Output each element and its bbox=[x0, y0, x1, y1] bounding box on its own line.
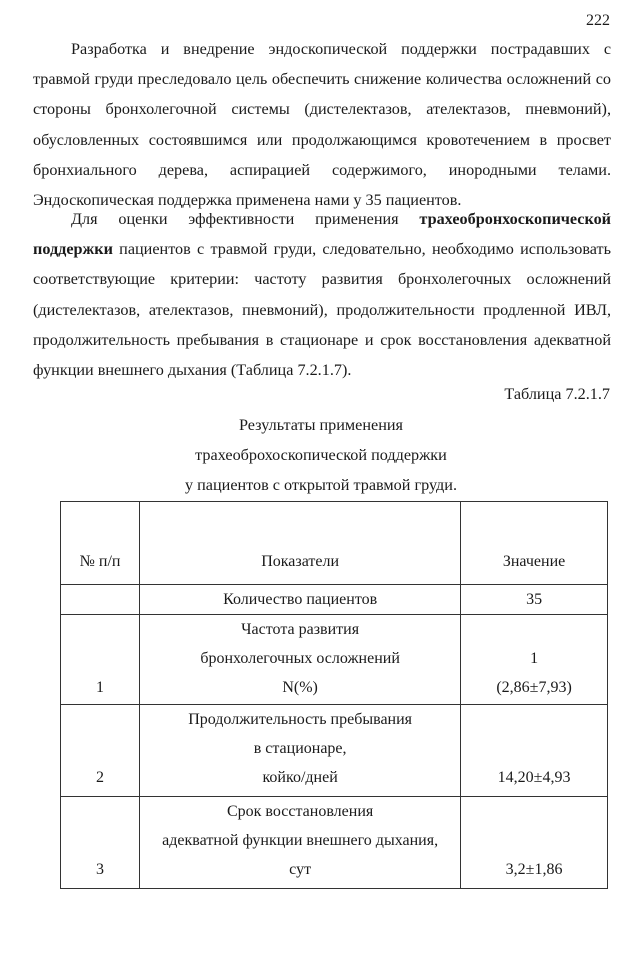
row-indicator-line: Срок восстановления bbox=[226, 803, 374, 820]
table-caption-line-3: у пациентов с открытой травмой груди. bbox=[185, 476, 457, 494]
row-indicator-line: адекватной функции внешнего дыхания, bbox=[162, 832, 439, 849]
table-row bbox=[61, 705, 608, 797]
row-indicator-line: бронхолегочных осложнений bbox=[200, 650, 400, 667]
count-num-cell bbox=[61, 585, 140, 615]
paragraph-criteria bbox=[33, 204, 611, 385]
row-value bbox=[461, 615, 608, 705]
row-indicator-line: сут bbox=[289, 861, 312, 878]
header-value: Значение bbox=[461, 502, 608, 585]
row-indicator-line: N(%) bbox=[282, 679, 318, 696]
count-indicator: Количество пациентов bbox=[140, 585, 461, 615]
row-indicator bbox=[140, 797, 461, 889]
row-value-line: 1 bbox=[530, 650, 539, 667]
table-caption-line-1: Результаты применения bbox=[239, 416, 403, 434]
paragraph-criteria-bold: трахеобронхоскопической поддержки bbox=[33, 210, 611, 259]
page-number: 222 bbox=[586, 12, 610, 29]
table-reference: Таблица 7.2.1.7 bbox=[504, 385, 610, 403]
table-row bbox=[61, 615, 608, 705]
header-indicator: Показатели bbox=[140, 502, 461, 585]
row-indicator bbox=[140, 615, 461, 705]
row-indicator-line: Продолжительность пребывания bbox=[188, 711, 413, 728]
row-indicator bbox=[140, 705, 461, 797]
header-num: № п/п bbox=[61, 502, 140, 585]
row-value-line: (2,86±7,93) bbox=[496, 679, 572, 696]
row-indicator-line: Частота развития bbox=[241, 621, 360, 638]
table-row-count bbox=[61, 585, 608, 615]
row-num: 2 bbox=[61, 705, 140, 797]
row-value: 14,20±4,93 bbox=[461, 705, 608, 797]
row-indicator-line: койко/дней bbox=[262, 769, 338, 786]
row-value: 3,2±1,86 bbox=[461, 797, 608, 889]
row-num: 3 bbox=[61, 797, 140, 889]
table-row bbox=[61, 797, 608, 889]
table-caption-line-2: трахеоброхоскопической поддержки bbox=[195, 446, 447, 464]
paragraph-criteria-before: Для оценки эффективности применения bbox=[71, 210, 420, 228]
paragraph-intro: Разработка и внедрение эндоскопической поддержки пострадавших с травмой груди преследовало цель обеспечить снижение количества осложнений со стороны бронхолегочной системы (дистелектазов, ателектазов, пневмоний), обусловленных состоявшимся или продолжающимся кровотечением в просвет бронхиального дерева, аспирацией содержимого, инородными телами. Эндоскопическая поддержка применена нами у 35 пациентов. bbox=[33, 40, 611, 210]
table-header-row bbox=[61, 502, 608, 585]
results-table bbox=[60, 501, 608, 889]
count-value: 35 bbox=[461, 585, 608, 615]
row-indicator-line: в стационаре, bbox=[253, 740, 347, 757]
row-num: 1 bbox=[61, 615, 140, 705]
paragraph-criteria-after: пациентов с травмой груди, следовательно, необходимо использовать соответствующие критерии: частоту развития бронхолегочных осложнений (дистелектазов, ателектазов, пневмоний), продолжительности продленной ИВЛ, продолжительность пребывания в стационаре и срок восстановления адекватной функции внешнего дыхания (Таблица 7.2.1.7). bbox=[33, 240, 611, 380]
